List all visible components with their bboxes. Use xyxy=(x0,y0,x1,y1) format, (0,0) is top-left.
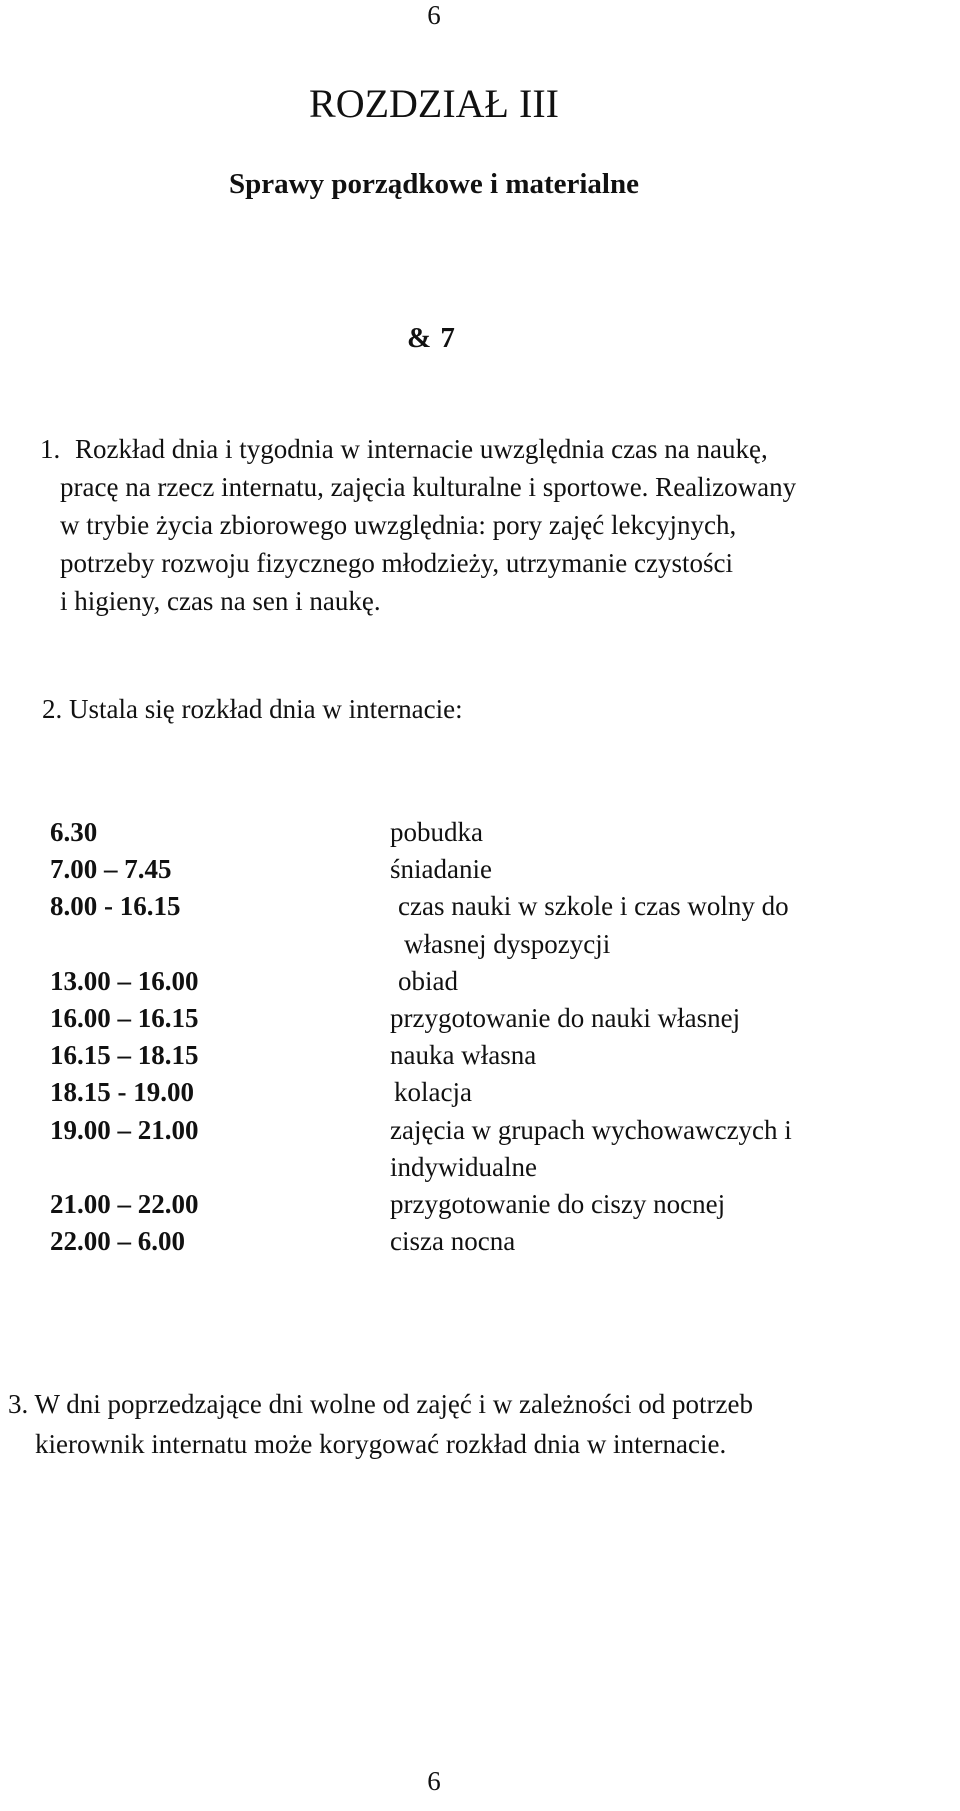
item-1-number: 1. xyxy=(40,434,61,464)
schedule-activity: obiad xyxy=(398,965,458,996)
schedule-activity-line: własnej dyspozycji xyxy=(404,928,611,959)
item-1-paragraph xyxy=(40,430,796,620)
schedule-activity-line: indywidualne xyxy=(390,1151,537,1182)
item-3-paragraph xyxy=(8,1384,753,1464)
schedule-row xyxy=(50,851,938,888)
page-number-bottom: 6 xyxy=(427,1766,441,1796)
schedule-row xyxy=(50,1037,938,1074)
item-1-line: i higieny, czas na sen i naukę. xyxy=(60,586,381,616)
item-1-line: pracę na rzecz internatu, zajęcia kulturalne i sportowe. Realizowany xyxy=(60,472,797,502)
schedule-row xyxy=(50,1000,938,1037)
item-3-line: 3. W dni poprzedzające dni wolne od zajęć i w zależności od potrzeb xyxy=(8,1389,753,1419)
schedule-time: 18.15 - 19.00 xyxy=(50,1077,194,1108)
schedule-activity-line: czas nauki w szkole i czas wolny do xyxy=(398,891,789,922)
schedule-activity: cisza nocna xyxy=(390,1226,516,1257)
schedule-row xyxy=(50,888,938,962)
item-1-line: w trybie życia zbiorowego uwzględnia: pory zajęć lekcyjnych, xyxy=(60,510,737,540)
schedule-time: 16.15 – 18.15 xyxy=(50,1040,199,1071)
schedule-time: 13.00 – 16.00 xyxy=(50,965,199,996)
schedule-time: 22.00 – 6.00 xyxy=(50,1226,185,1257)
schedule-row xyxy=(50,1112,938,1186)
item-1-line: potrzeby rozwoju fizycznego młodzieży, utrzymanie czystości xyxy=(60,548,733,578)
schedule-time: 8.00 - 16.15 xyxy=(50,891,181,922)
schedule-row xyxy=(50,963,938,1000)
schedule-row xyxy=(50,814,938,851)
schedule-time: 16.00 – 16.15 xyxy=(50,1003,199,1034)
schedule-time: 7.00 – 7.45 xyxy=(50,854,172,885)
chapter-subtitle: Sprawy porządkowe i materialne xyxy=(229,168,639,200)
schedule-activity: przygotowanie do nauki własnej xyxy=(390,1003,741,1034)
page-number-top: 6 xyxy=(427,0,441,30)
schedule-activity: śniadanie xyxy=(390,854,492,885)
schedule-activity xyxy=(390,1112,930,1186)
chapter-title: ROZDZIAŁ III xyxy=(309,81,559,126)
item-1-line xyxy=(40,430,796,468)
schedule-time: 21.00 – 22.00 xyxy=(50,1189,199,1220)
schedule-row xyxy=(50,1223,938,1260)
daily-schedule xyxy=(50,814,938,1260)
schedule-activity-line: zajęcia w grupach wychowawczych i xyxy=(390,1114,792,1145)
schedule-time: 19.00 – 21.00 xyxy=(50,1114,199,1145)
schedule-activity: kolacja xyxy=(394,1077,472,1108)
item-2-text: 2. Ustala się rozkład dnia w internacie: xyxy=(42,694,463,724)
schedule-time: 6.30 xyxy=(50,817,98,847)
schedule-row xyxy=(50,1186,938,1223)
item-1-text: Rozkład dnia i tygodnia w internacie uwzględnia czas na naukę, xyxy=(75,434,768,464)
schedule-activity: przygotowanie do ciszy nocnej xyxy=(390,1189,726,1220)
section-heading: & 7 xyxy=(407,322,456,354)
schedule-activity: pobudka xyxy=(390,817,483,847)
schedule-row xyxy=(50,1074,938,1111)
schedule-activity xyxy=(390,888,938,962)
item-3-line: kierownik internatu może korygować rozkład dnia w internacie. xyxy=(35,1429,727,1459)
schedule-activity: nauka własna xyxy=(390,1040,537,1071)
